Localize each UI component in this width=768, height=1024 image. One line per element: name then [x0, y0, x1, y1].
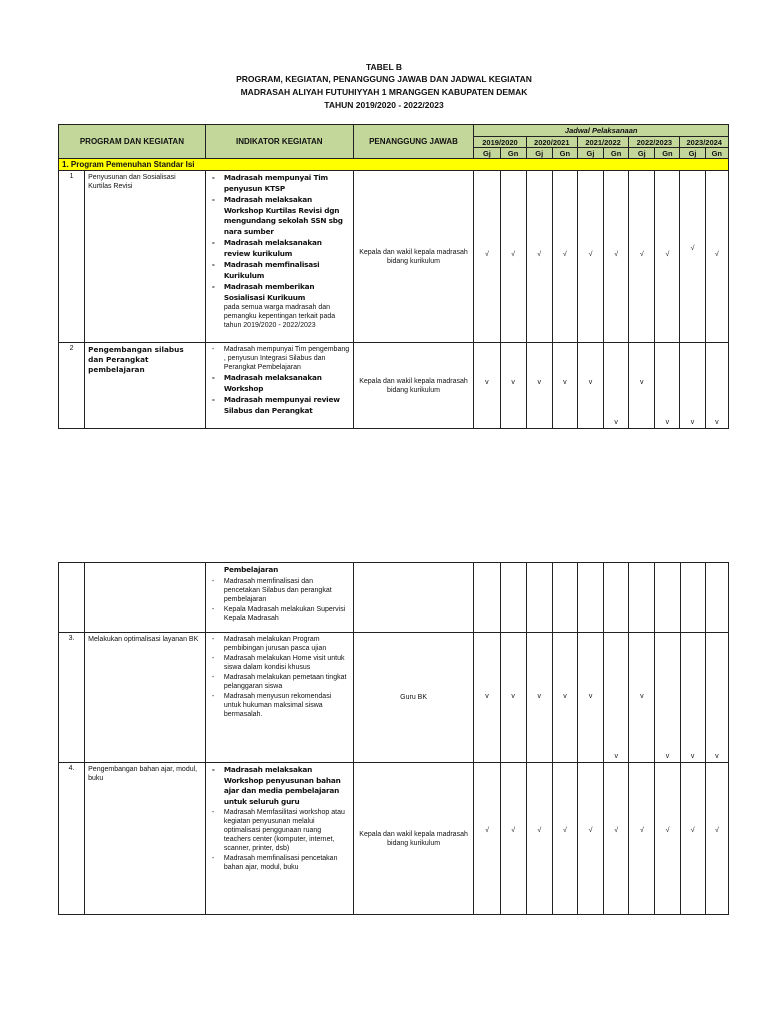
schedule-check: v	[640, 693, 644, 700]
responsible-cell: Kepala dan wakil kepala madrasah bidang kurikulum	[353, 343, 474, 429]
semester-gj: Gj	[474, 148, 500, 159]
schedule-check: √	[714, 827, 719, 834]
schedule-check: √	[588, 827, 593, 834]
schedule-check: √	[511, 827, 516, 834]
schedule-check: v	[614, 419, 618, 426]
semester-gn: Gn	[604, 148, 629, 159]
indicator-item: - Madrasah mempunyai Tim penyusun KTSP	[210, 173, 350, 194]
row-number: 2	[59, 343, 85, 429]
responsible-cell: Kepala dan wakil kepala madrasah bidang kurikulum	[353, 171, 474, 343]
program-table-page-2	[58, 562, 729, 915]
indicator-item: - Madrasah melaksanakan Workshop	[210, 373, 350, 394]
responsible-cell: Kepala dan wakil kepala madrasah bidang kurikulum	[353, 763, 474, 915]
semester-gj: Gj	[577, 148, 603, 159]
program-name: Melakukan optimalisasi layanan BK	[85, 633, 206, 763]
col-program-header: PROGRAM DAN KEGIATAN	[59, 125, 206, 159]
schedule-check: √	[537, 827, 542, 834]
row-number: 4.	[59, 763, 85, 915]
schedule-check: v	[715, 419, 719, 426]
indicator-cell	[205, 343, 353, 429]
schedule-check: v	[614, 753, 618, 760]
section-title: 1. Program Pemenuhan Standar Isi	[59, 159, 729, 171]
indicator-cell	[205, 763, 353, 915]
schedule-check: √	[614, 827, 619, 834]
schedule-check: v	[537, 693, 542, 700]
schedule-check: v	[640, 379, 644, 386]
schedule-check: √	[639, 827, 644, 834]
schedule-check: v	[511, 693, 515, 700]
indicator-item: - Madrasah mempunyai Tim pengembang , penyusun Integrasi Silabus dan Perangkat Pembelajaran	[210, 345, 350, 372]
semester-gj: Gj	[680, 148, 705, 159]
semester-gn: Gn	[552, 148, 577, 159]
indicator-item: - Madrasah melaksakan Workshop penyusunan bahan ajar dan media pembelajaran untuk seluruh guru	[210, 765, 350, 807]
row-number: 1	[59, 171, 85, 343]
schedule-check: √	[563, 827, 567, 834]
indicator-item: - Madrasah mempunyai review Silabus dan Perangkat	[210, 395, 350, 416]
schedule-check: √	[485, 827, 489, 834]
semester-gn: Gn	[705, 148, 728, 159]
indicator-item: - Madrasah memfinalisasi dan pencetakan Silabus dan perangkat pembelajaran	[210, 577, 350, 604]
school-name: MADRASAH ALIYAH FUTUHIYYAH 1 MRANGGEN KABUPATEN DEMAK	[240, 87, 528, 97]
schedule-check: √	[690, 827, 695, 834]
schedule-check: v	[537, 379, 541, 386]
program-name: Pengembangan silabus dan Perangkat pembelajaran	[85, 343, 206, 429]
schedule-check: √	[511, 251, 515, 258]
indicator-item: - Madrasah Memfasilitasi workshop atau kegiatan penyusunan melalui optimalisasi penggunaan ruang teachers center (komputer, internet, scanner, printer, dsb)	[210, 808, 350, 853]
indicator-item-continued: Pembelajaran	[223, 565, 279, 574]
schedule-check: √	[588, 251, 593, 258]
schedule-check: v	[665, 753, 670, 760]
indicator-item: - Madrasah memberikan Sosialisasi Kurikuum	[210, 282, 350, 303]
year-header: 2022/2023	[629, 137, 680, 148]
indicator-item: - Madrasah melakukan pemetaan tingkat pelanggaran siswa	[210, 673, 350, 691]
schedule-check: v	[588, 379, 593, 386]
semester-gn: Gn	[500, 148, 526, 159]
indicator-item: - Madrasah menyusun rekomendasi untuk hukuman maksimal siswa bermasalah.	[210, 692, 350, 719]
program-name: Penyusunan dan Sosialisasi Kurtilas Revisi	[85, 171, 206, 343]
table-row	[59, 343, 729, 429]
schedule-check: √	[562, 251, 567, 258]
schedule-check: √	[665, 251, 670, 258]
schedule-check: v	[563, 379, 567, 386]
year-header: 2023/2024	[680, 137, 729, 148]
indicator-item: - Madrasah melaksakan Workshop Kurtilas Revisi dgn mengundang sekolah SSN sbg nara sumber	[210, 195, 350, 237]
schedule-check: v	[563, 693, 567, 700]
indicator-item: - Madrasah melakukan Program pembibingan jurusan pasca ujian	[210, 635, 350, 653]
semester-gj: Gj	[526, 148, 552, 159]
responsible-cell: Guru BK	[353, 633, 474, 763]
year-header: 2021/2022	[577, 137, 628, 148]
indicator-cell	[205, 171, 353, 343]
col-indicator-header: INDIKATOR KEGIATAN	[205, 125, 353, 159]
indicator-cell	[205, 563, 353, 633]
schedule-check: √	[485, 251, 489, 258]
year-range: TAHUN 2019/2020 - 2022/2023	[324, 100, 444, 110]
schedule-check: √	[639, 251, 644, 258]
col-schedule-header: Jadwal Pelaksanaan	[474, 125, 729, 137]
indicator-cell	[205, 633, 353, 763]
schedule-check: v	[690, 419, 695, 426]
schedule-check: v	[588, 693, 593, 700]
semester-gj: Gj	[629, 148, 655, 159]
schedule-check: v	[485, 693, 489, 700]
schedule-check: v	[485, 379, 489, 386]
program-table-page-1	[58, 124, 729, 429]
schedule-check: √	[665, 827, 670, 834]
document-title: PROGRAM, KEGIATAN, PENANGGUNG JAWAB DAN JADWAL KEGIATAN	[236, 74, 532, 84]
row-number: 3.	[59, 633, 85, 763]
indicator-item: - Madrasah melakukan Home visit untuk siswa dalam kondisi khusus	[210, 654, 350, 672]
semester-gn: Gn	[655, 148, 680, 159]
indicator-item: - Madrasah memfinalisasi pencetakan bahan ajar, modul, buku	[210, 854, 350, 872]
schedule-check: v	[690, 753, 695, 760]
indicator-item: - Kepala Madrasah melakukan Supervisi Kepala Madrasah	[210, 605, 350, 623]
schedule-check: √	[537, 251, 542, 258]
program-name: Pengembangan bahan ajar, modul, buku	[85, 763, 206, 915]
year-header: 2020/2021	[526, 137, 577, 148]
schedule-check: v	[665, 419, 670, 426]
schedule-check: √	[690, 245, 695, 252]
table-row	[59, 171, 729, 343]
table-row	[59, 763, 729, 915]
col-responsible-header: PENANGGUNG JAWAB	[353, 125, 474, 159]
indicator-item-continued: pada semua warga madrasah dan pemangku kepentingan terkait pada tahun 2019/2020 - 2022/2023	[223, 304, 336, 329]
schedule-check: √	[614, 251, 619, 258]
year-header: 2019/2020	[474, 137, 526, 148]
table-row	[59, 633, 729, 763]
schedule-check: v	[715, 753, 719, 760]
indicator-item: - Madrasah melaksanakan review kurikulum	[210, 238, 350, 259]
schedule-check: √	[714, 251, 719, 258]
table-label: TABEL B	[365, 62, 403, 72]
indicator-item: - Madrasah memfinalisasi Kurikulum	[210, 260, 350, 281]
schedule-check: v	[511, 379, 515, 386]
table-row	[59, 563, 729, 633]
